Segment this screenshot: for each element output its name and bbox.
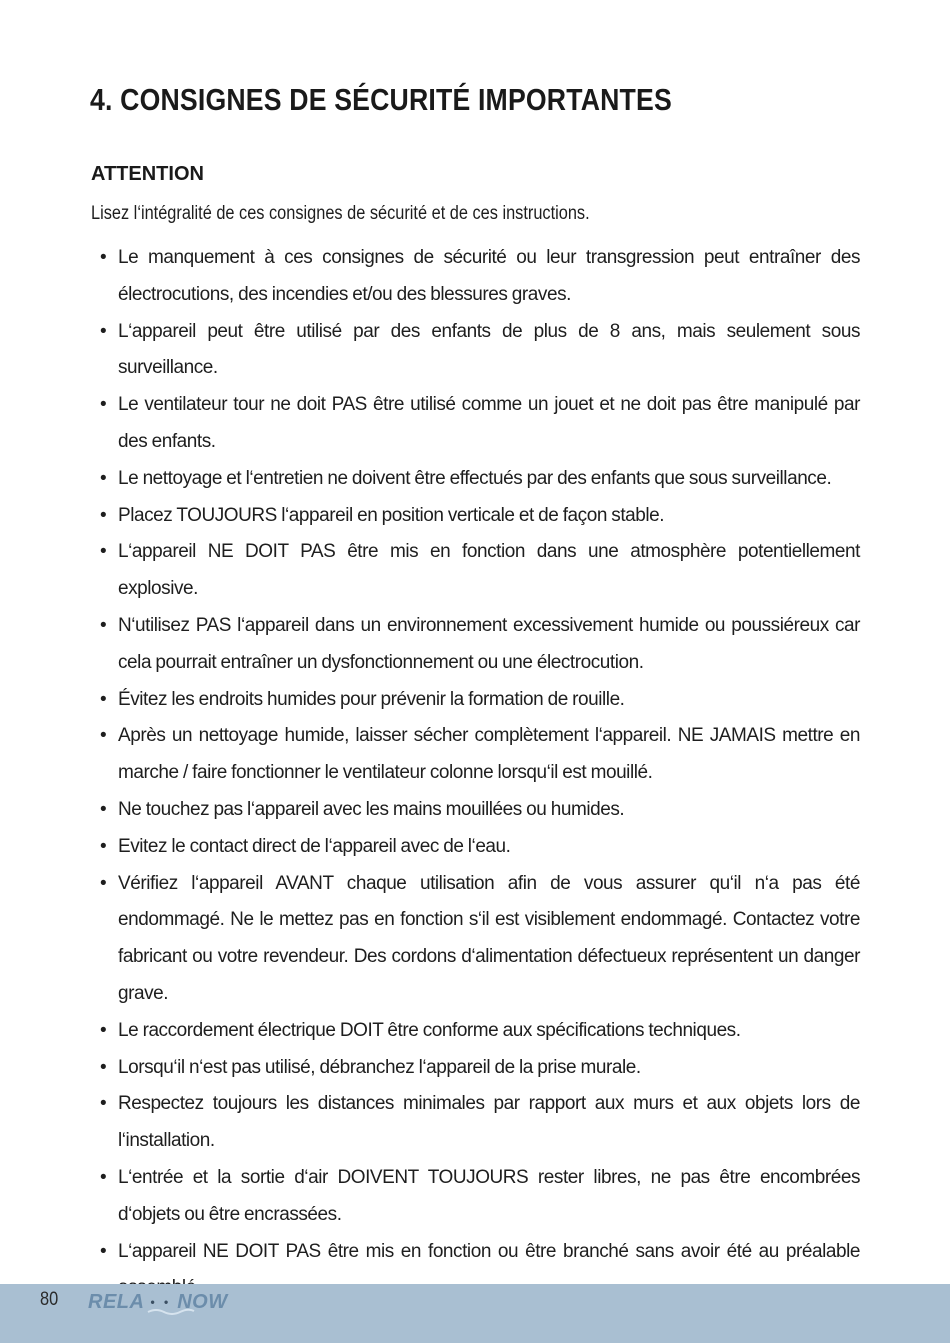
list-item-text: Le raccordement électrique DOIT être conforme aux spécifications techniques. (118, 1019, 741, 1041)
bullet-icon: • (100, 1019, 107, 1041)
list-item-text: Vérifiez l‘appareil AVANT chaque utilisation afin de vous assurer qu‘il n‘a pas été endommagé. Ne le mettez pas en fonction s‘il est visiblement endommagé. Contactez votre fabricant ou votre revendeur. Des cordons d‘alimentation défectueux représentent un danger grave. (118, 872, 860, 1004)
list-item (100, 240, 860, 314)
list-item-text: N‘utilisez PAS l‘appareil dans un environnement excessivement humide ou poussiéreux car cela pourrait entraîner un dysfonctionnement ou une électrocution. (118, 614, 860, 673)
intro-text: Lisez l‘intégralité de ces consignes de sécurité et de ces instructions. (91, 203, 590, 224)
section-subtitle: ATTENTION (91, 163, 204, 185)
list-item (100, 498, 860, 535)
list-item (100, 829, 860, 866)
bullet-icon: • (100, 1093, 107, 1115)
safety-instructions-list (100, 240, 860, 1307)
list-item-text: Après un nettoyage humide, laisser sécher complètement l‘appareil. NE JAMAIS mettre en marche / faire fonctionner le ventilateur colonne lorsqu‘il est mouillé. (118, 725, 860, 784)
list-item (100, 1050, 860, 1087)
list-item (100, 682, 860, 719)
bullet-icon: • (100, 247, 107, 268)
bullet-icon: • (100, 1240, 107, 1262)
list-item-text: Le ventilateur tour ne doit PAS être utilisé comme un jouet et ne doit pas être manipulé par des enfants. (118, 394, 860, 452)
list-item (100, 792, 860, 829)
list-item (100, 1013, 860, 1050)
list-item-text: Lorsqu‘il n‘est pas utilisé, débranchez l‘appareil de la prise murale. (118, 1056, 641, 1078)
list-item (100, 608, 860, 682)
bullet-icon: • (100, 320, 107, 342)
list-item-text: Placez TOUJOURS l‘appareil en position verticale et de façon stable. (118, 504, 665, 526)
bullet-icon: • (100, 1166, 107, 1188)
bullet-icon: • (100, 725, 107, 747)
list-item-text: Évitez les endroits humides pour prévenir la formation de rouille. (118, 688, 625, 710)
list-item (100, 314, 860, 388)
brand-logo-right: NOW (177, 1290, 228, 1313)
bullet-icon: • (100, 467, 107, 489)
list-item-text: Respectez toujours les distances minimales par rapport aux murs et aux objets lors de l‘installation. (118, 1093, 860, 1152)
brand-logo-left: RELA (88, 1290, 145, 1313)
list-item-text: Ne touchez pas l‘appareil avec les mains mouillées ou humides. (118, 798, 625, 820)
list-item-text: L‘appareil NE DOIT PAS être mis en fonction ou être branché sans avoir été au préalable (118, 1240, 860, 1262)
list-item (100, 534, 860, 608)
bullet-icon: • (100, 872, 107, 894)
list-item (100, 387, 860, 461)
list-item (100, 1086, 860, 1160)
brand-logo-dots: • • (150, 1295, 172, 1309)
list-item-text: L‘appareil peut être utilisé par des enfants de plus de 8 ans, mais seulement sous surveillance. (118, 320, 860, 379)
bullet-icon: • (100, 798, 107, 820)
bullet-icon: • (100, 614, 107, 636)
bullet-icon: • (100, 688, 107, 710)
bullet-icon: • (100, 1056, 107, 1078)
list-item-text: Le nettoyage et l‘entretien ne doivent être effectués par des enfants que sous surveillance. (118, 467, 832, 489)
bullet-icon: • (100, 504, 107, 526)
list-item-text: Le manquement à ces consignes de sécurité ou leur transgression peut entraîner des électrocutions, des incendies et/ou des blessures graves. (118, 247, 860, 305)
list-item-text: L‘entrée et la sortie d‘air DOIVENT TOUJOURS rester libres, ne pas être encombrées d‘objets ou être encrassées. (118, 1166, 860, 1225)
bullet-icon: • (100, 541, 107, 563)
page-title: 4. CONSIGNES DE SÉCURITÉ IMPORTANTES (90, 82, 672, 117)
page-number: 80 (40, 1289, 59, 1310)
list-item (100, 866, 860, 1013)
brand-logo (88, 1290, 228, 1314)
list-item-text: Evitez le contact direct de l‘appareil avec de l‘eau. (118, 835, 511, 857)
list-item (100, 461, 860, 498)
bullet-icon: • (100, 835, 107, 857)
list-item (100, 1160, 860, 1234)
bullet-icon: • (100, 394, 107, 416)
list-item (100, 718, 860, 792)
wave-icon (146, 1307, 196, 1315)
list-item-text: L‘appareil NE DOIT PAS être mis en fonction dans une atmosphère potentiellement explosive. (118, 541, 860, 600)
